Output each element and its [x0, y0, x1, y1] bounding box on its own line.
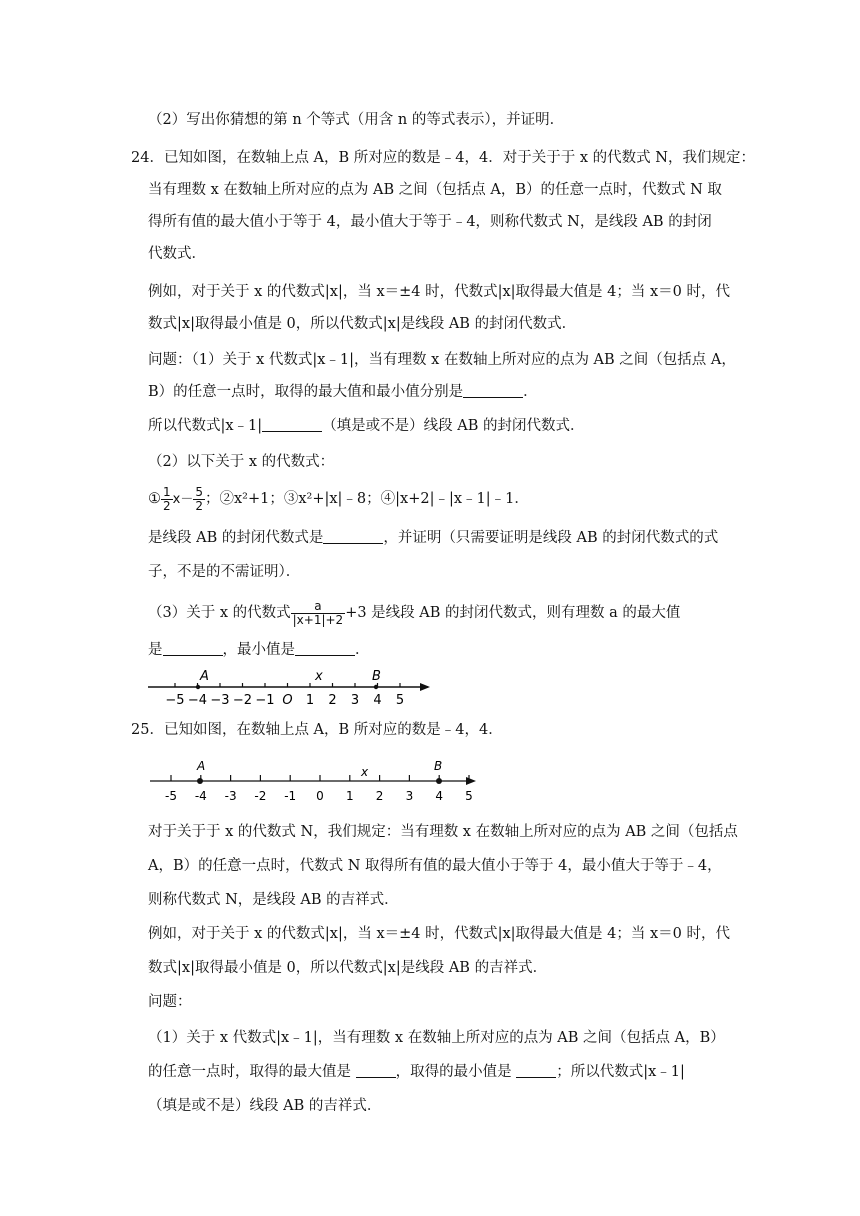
q24-line-d: 代数式．	[148, 246, 206, 262]
axis1-label-x: x	[315, 669, 323, 684]
question-24	[131, 148, 755, 168]
q24-line-n-end: +3 是线段 AB 的封闭代数式，则有理数 a 的最大值	[345, 605, 681, 621]
answer-blank	[323, 529, 383, 544]
q25-line-c: A，B）的任意一点时，代数式 N 取得所有值的最大值小于等于 4，最小值大于等于﹣4，	[148, 858, 722, 874]
axis2-label-a: A	[197, 759, 206, 773]
q25-line-g: 问题：	[148, 994, 192, 1010]
q24-line-i-text: 所以代数式|x﹣1|	[148, 418, 263, 434]
axis2-tick-label: 2	[375, 789, 384, 803]
axis1-tick-label: 2	[328, 693, 337, 708]
q24-line-n	[148, 596, 680, 630]
fraction-half: $\frac{1}{2}$	[163, 484, 171, 513]
answer-blank	[463, 383, 523, 398]
q24-line-g: 问题：（1）关于 x 代数式|x﹣1|，当有理数 x 在数轴上所对应的点为 AB 之间（包括点 A，	[148, 352, 736, 368]
q24-line-h	[148, 382, 538, 402]
q24-line-e: 例如，对于关于 x 的代数式|x|，当 x＝±4 时，代数式|x|取得最大值是 4；当 x＝0 时，代	[148, 284, 731, 300]
axis2-tick-label: -5	[165, 789, 177, 803]
q24-line-j: （2）以下关于 x 的代数式：	[148, 454, 335, 470]
circled-one: ①	[148, 491, 161, 507]
q25-line-i-mid: ，取得的最小值是	[395, 1064, 512, 1080]
q24-expressions-rest: ；②x²+1；③x²+|x|﹣8；④|x+2|﹣|x﹣1|﹣1．	[204, 491, 529, 507]
axis2-tick-label: -2	[254, 789, 267, 803]
q25-line-j: （填是或不是）线段 AB 的吉祥式．	[148, 1098, 382, 1114]
question-24-number: 24．	[131, 150, 164, 166]
answer-blank	[163, 641, 223, 656]
q24-line-h-end: ．	[523, 384, 538, 400]
axis2-tick-label: 4	[435, 789, 444, 803]
number-line-2	[150, 756, 480, 806]
q25-line-i-end: ；所以代数式|x﹣1|	[556, 1064, 685, 1080]
q24-line-l-end: ，并证明（只需要证明是线段 AB 的封闭代数式的式	[383, 530, 719, 546]
q24-line-m: 子，不是的不需证明）．	[148, 564, 301, 580]
axis1-tick-label: O	[282, 693, 293, 708]
q24-line-o-c: ．	[355, 642, 370, 658]
axis1-tick-label: −1	[255, 693, 275, 708]
axis1-label-a: A	[200, 669, 209, 684]
axis1-tick-label: 5	[395, 693, 405, 708]
axis2-tick-label: -4	[194, 789, 207, 803]
q25-line-h: （1）关于 x 代数式|x﹣1|，当有理数 x 在数轴上所对应的点为 AB 之间（包括点 A，B）	[148, 1030, 725, 1046]
axis1-tick-label: 3	[350, 693, 360, 708]
q23-part2-text: （2）写出你猜想的第 n 个等式（用含 n 的等式表示），并证明．	[148, 112, 565, 128]
q24-line-o	[148, 640, 370, 660]
question-25	[131, 720, 503, 740]
q24-line-b: 当有理数 x 在数轴上所对应的点为 AB 之间（包括点 A，B）的任意一点时，代数式 N 取	[148, 182, 722, 198]
fraction-five-halves: $\frac{5}{2}$	[195, 484, 203, 513]
q24-line-o-b: ，最小值是	[222, 642, 295, 658]
q24-line-l	[148, 528, 718, 548]
answer-blank	[516, 1063, 556, 1078]
q24-line-n-text: （3）关于 x 的代数式	[148, 605, 291, 621]
q24-expressions	[148, 484, 529, 514]
axis2-tick-label: 1	[345, 789, 354, 803]
number-line-1	[148, 664, 438, 708]
answer-blank	[356, 1063, 396, 1078]
q25-line-b: 对于关于于 x 的代数式 N，我们规定：当有理数 x 在数轴上所对应的点为 AB 之间（包括点	[148, 824, 738, 840]
q24-line-f: 数式|x|取得最小值是 0，所以代数式|x|是线段 AB 的封闭代数式．	[148, 316, 577, 332]
q24-line-c: 得所有值的最大值小于等于 4，最小值大于等于﹣4，则称代数式 N，是线段 AB 的封闭	[148, 214, 712, 230]
answer-blank	[262, 417, 322, 432]
q24-line-o-a: 是	[148, 642, 163, 658]
q25-line-d: 则称代数式 N，是线段 AB 的吉祥式．	[148, 892, 399, 908]
q25-line-f: 数式|x|取得最小值是 0，所以代数式|x|是线段 AB 的吉祥式．	[148, 960, 548, 976]
axis1-tick-label: −3	[210, 693, 230, 708]
q25-line-e: 例如，对于关于 x 的代数式|x|，当 x＝±4 时，代数式|x|取得最大值是 4；当 x＝0 时，代	[148, 926, 731, 942]
q25-line-i	[148, 1062, 685, 1082]
fraction-a-over-abs: $\frac{a}{|x+1|+2}$	[292, 598, 344, 627]
expr-x-minus: x－	[172, 492, 194, 507]
axis1-tick-label: 4	[373, 693, 382, 708]
axis2-tick-label: 5	[465, 789, 473, 803]
axis2-label-b: B	[434, 759, 443, 773]
question-25-number: 25．	[131, 722, 164, 738]
axis1-tick-label: 1	[305, 693, 315, 708]
q24-line-i-end: （填是或不是）线段 AB 的封闭代数式．	[322, 418, 585, 434]
answer-blank	[295, 641, 355, 656]
q24-line-h-text: B）的任意一点时，取得的最大值和最小值分别是	[148, 384, 464, 400]
q24-line-l-text: 是线段 AB 的封闭代数式是	[148, 530, 324, 546]
axis1-tick-label: −4	[187, 693, 208, 708]
axis1-tick-label: −5	[165, 693, 185, 708]
q24-line-a: 已知如图，在数轴上点 A，B 所对应的数是﹣4，4．对于关于于 x 的代数式 N，我们规定：	[163, 150, 755, 166]
q25-line-a: 已知如图，在数轴上点 A，B 所对应的数是﹣4，4．	[163, 722, 503, 738]
q24-line-i	[148, 416, 585, 436]
axis2-tick-label: 0	[316, 789, 324, 803]
axis1-tick-label: −2	[232, 693, 253, 708]
axis1-label-b: B	[372, 669, 381, 684]
axis2-tick-label: -1	[284, 789, 297, 803]
axis2-tick-label: -3	[224, 789, 237, 803]
axis2-tick-label: 3	[405, 789, 414, 803]
axis2-label-x: x	[361, 765, 369, 779]
q25-line-i-text: 的任意一点时，取得的最大值是	[148, 1064, 351, 1080]
